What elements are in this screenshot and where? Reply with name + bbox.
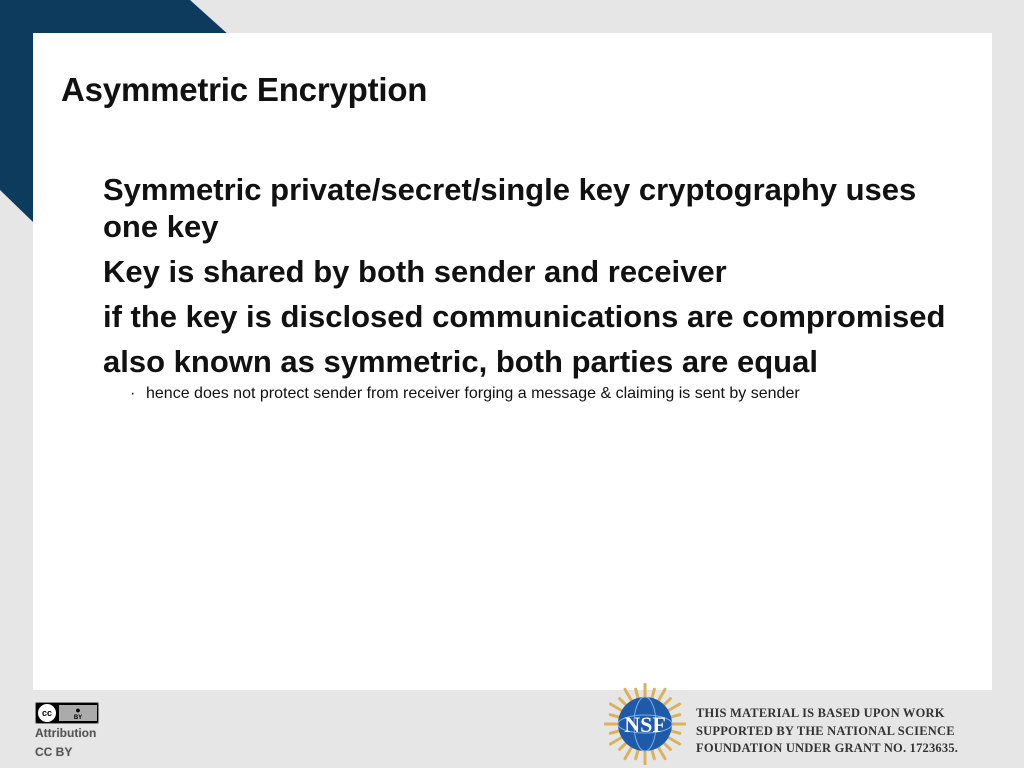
nsf-logo-text: NSF <box>624 712 666 737</box>
nsf-ray <box>636 689 639 699</box>
cc-badge-graphic <box>35 702 99 724</box>
nsf-funding-statement <box>696 705 958 758</box>
bullet-item: Key is shared by both sender and receiver <box>103 254 727 289</box>
nsf-ray <box>652 749 655 759</box>
nsf-ray <box>668 704 680 711</box>
bullet-item: if the key is disclosed communications are compromised <box>103 299 946 334</box>
nsf-ray <box>668 737 680 744</box>
nsf-ray <box>663 699 670 706</box>
nsf-ray <box>610 715 620 718</box>
sub-bullet-dot-icon: · <box>130 385 136 402</box>
nsf-ray <box>620 742 627 749</box>
nsf-ray <box>652 689 655 699</box>
cc-icon: cc <box>38 704 56 722</box>
sub-bullet-item <box>130 384 963 404</box>
funding-line: SUPPORTED BY THE NATIONAL SCIENCE <box>696 723 955 738</box>
by-icon <box>59 705 97 721</box>
nsf-logo <box>604 683 686 765</box>
nsf-ray <box>670 731 680 734</box>
by-label: BY <box>73 715 83 721</box>
nsf-ray <box>610 704 622 711</box>
nsf-ray <box>610 731 620 734</box>
sub-bullet-text: hence does not protect sender from receiver forging a message & claiming is sent by sender <box>146 385 800 402</box>
slide-content-panel <box>33 33 992 690</box>
cc-by-license-badge <box>35 702 99 762</box>
slide-title: Asymmetric Encryption <box>61 71 428 108</box>
nsf-ray <box>658 689 665 701</box>
nsf-ray <box>658 747 665 759</box>
bullet-item: also known as symmetric, both parties are equal <box>103 344 818 379</box>
license-label-attribution: Attribution <box>35 726 97 740</box>
bullet-item: Symmetric private/secret/single key cryptography uses one key <box>103 172 917 244</box>
funding-line: THIS MATERIAL IS BASED UPON WORK <box>696 706 945 720</box>
nsf-ray <box>670 715 680 718</box>
nsf-ray <box>610 737 622 744</box>
funding-line: FOUNDATION UNDER GRANT NO. 1723635. <box>696 741 959 755</box>
nsf-ray <box>625 747 632 759</box>
person-icon: ● <box>75 705 81 715</box>
nsf-ray <box>663 742 670 749</box>
nsf-ray <box>636 749 639 759</box>
nsf-ray <box>625 689 632 701</box>
bullet-list <box>103 171 963 404</box>
nsf-ray <box>620 699 627 706</box>
license-label-cc-by: CC BY <box>35 745 73 759</box>
